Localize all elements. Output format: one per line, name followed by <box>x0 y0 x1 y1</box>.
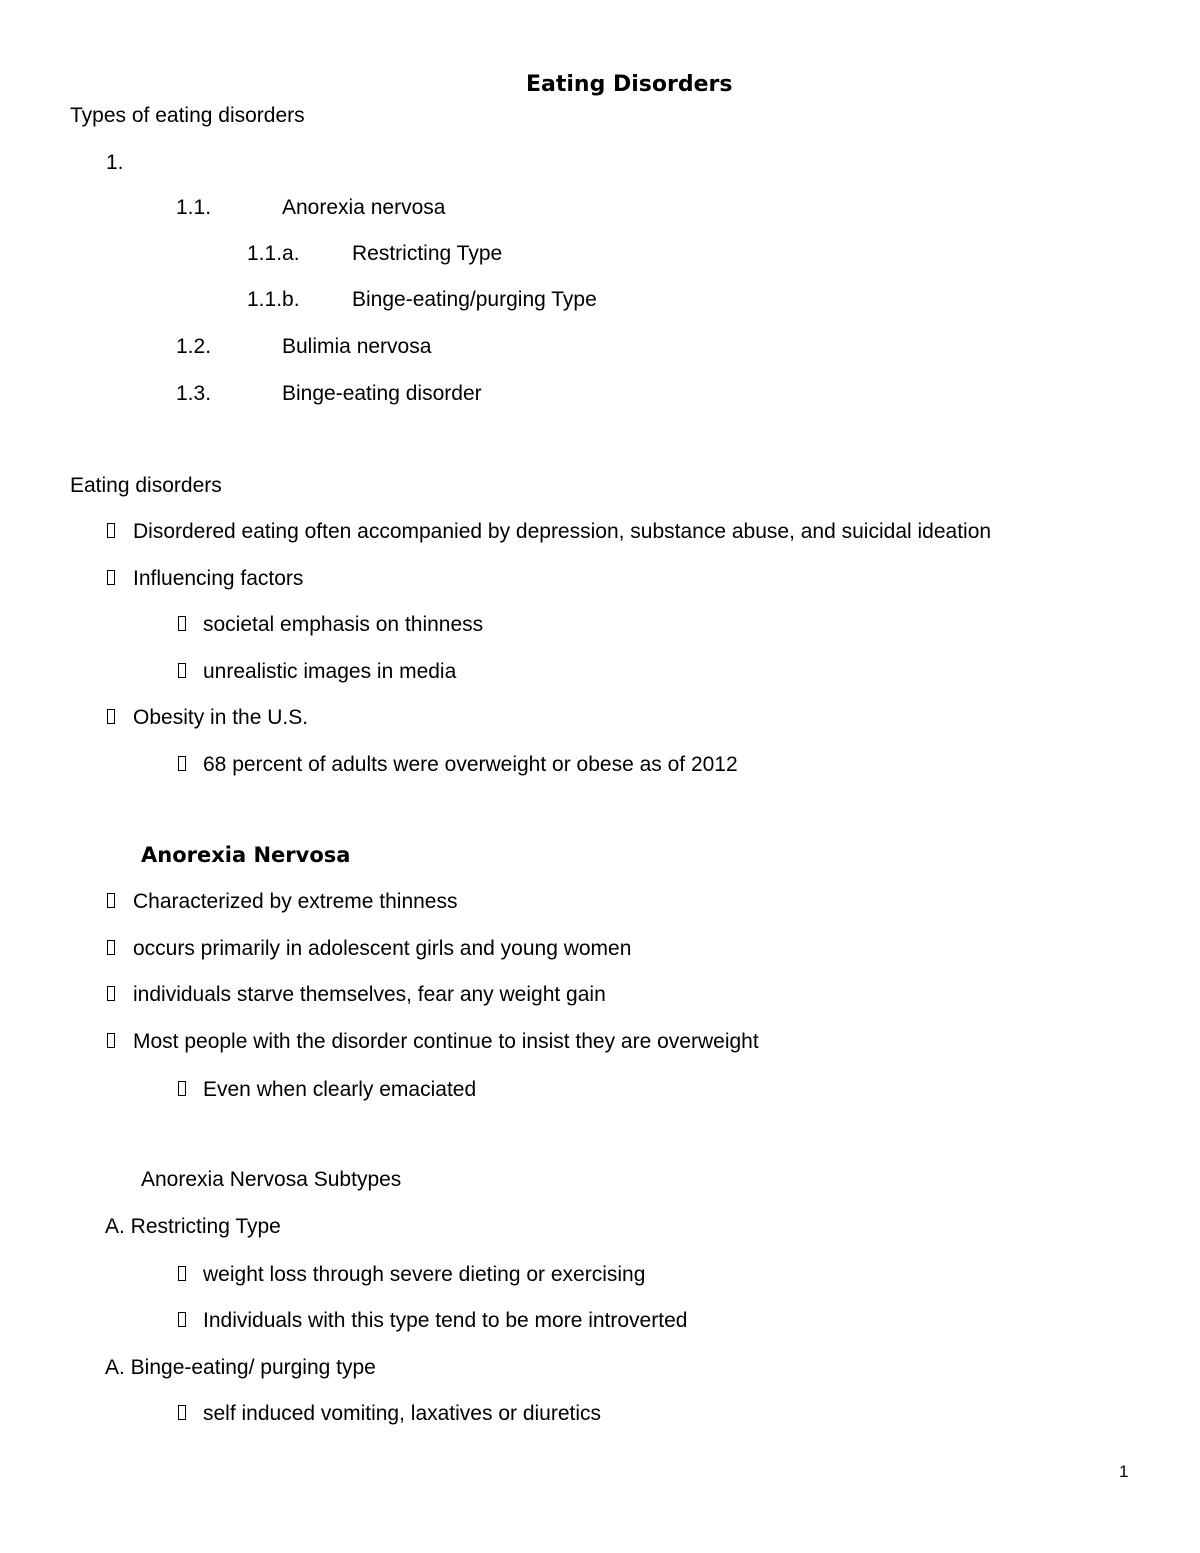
bullet-icon <box>107 893 115 908</box>
list-item-text: occurs primarily in adolescent girls and young women <box>133 937 632 960</box>
list-item-text: 68 percent of adults were overweight or obese as of 2012 <box>203 753 738 776</box>
page-number: 1 <box>1119 1462 1129 1481</box>
bullet-icon <box>178 756 186 771</box>
list-item <box>107 982 606 1008</box>
list-item <box>107 705 309 731</box>
list-item <box>178 1308 688 1334</box>
list-item-text: Individuals with this type tend to be more introverted <box>203 1309 688 1332</box>
section-heading: Eating disorders <box>70 474 222 497</box>
list-item-text: Characterized by extreme thinness <box>133 890 458 913</box>
section-heading: Anorexia Nervosa <box>141 843 351 867</box>
outline-item: Anorexia nervosa <box>282 196 446 219</box>
outline-number: 1.1.b. <box>247 288 300 311</box>
list-item <box>178 1401 602 1427</box>
list-item <box>178 1262 646 1288</box>
bullet-icon <box>107 986 115 1001</box>
section-heading: Anorexia Nervosa Subtypes <box>141 1168 402 1191</box>
outline-item: Binge-eating/purging Type <box>352 288 597 311</box>
list-item <box>178 752 738 778</box>
bullet-icon <box>107 940 115 955</box>
bullet-icon <box>178 663 186 678</box>
list-item <box>107 566 304 592</box>
list-item-text: self induced vomiting, laxatives or diuretics <box>203 1402 602 1425</box>
list-item-text: Even when clearly emaciated <box>203 1078 477 1101</box>
outline-item: Bulimia nervosa <box>282 335 432 358</box>
list-item <box>107 1029 759 1055</box>
bullet-icon <box>107 1033 115 1048</box>
list-item-text: societal emphasis on thinness <box>203 613 484 636</box>
list-item <box>107 936 632 962</box>
outline-number: 1.1.a. <box>247 242 300 265</box>
bullet-icon <box>178 616 186 631</box>
bullet-icon <box>107 709 115 724</box>
list-item <box>178 1077 477 1103</box>
outline-number: 1. <box>106 151 124 174</box>
document-title: Eating Disorders <box>526 72 733 97</box>
list-item-text: Influencing factors <box>133 567 304 590</box>
bullet-icon <box>107 570 115 585</box>
list-item-text: weight loss through severe dieting or exercising <box>203 1263 646 1286</box>
bullet-icon <box>178 1266 186 1281</box>
list-item-text: unrealistic images in media <box>203 660 457 683</box>
outline-number: 1.2. <box>176 335 212 358</box>
bullet-icon <box>107 523 115 538</box>
subtype-heading: A. Binge-eating/ purging type <box>105 1356 376 1379</box>
list-item <box>107 519 992 545</box>
outline-number: 1.1. <box>176 196 212 219</box>
bullet-icon <box>178 1312 186 1327</box>
subtype-heading: A. Restricting Type <box>105 1215 281 1238</box>
bullet-icon <box>178 1081 186 1096</box>
list-item-text: Disordered eating often accompanied by depression, substance abuse, and suicidal ideation <box>133 520 992 543</box>
bullet-icon <box>178 1405 186 1420</box>
outline-item: Restricting Type <box>352 242 503 265</box>
list-item-text: individuals starve themselves, fear any weight gain <box>133 983 606 1006</box>
outline-number: 1.3. <box>176 382 212 405</box>
list-item-text: Obesity in the U.S. <box>133 706 309 729</box>
list-item <box>178 659 457 685</box>
outline-item: Binge-eating disorder <box>282 382 482 405</box>
list-item <box>107 889 458 915</box>
list-item <box>178 612 484 638</box>
list-item-text: Most people with the disorder continue to insist they are overweight <box>133 1030 759 1053</box>
types-heading: Types of eating disorders <box>70 104 305 127</box>
